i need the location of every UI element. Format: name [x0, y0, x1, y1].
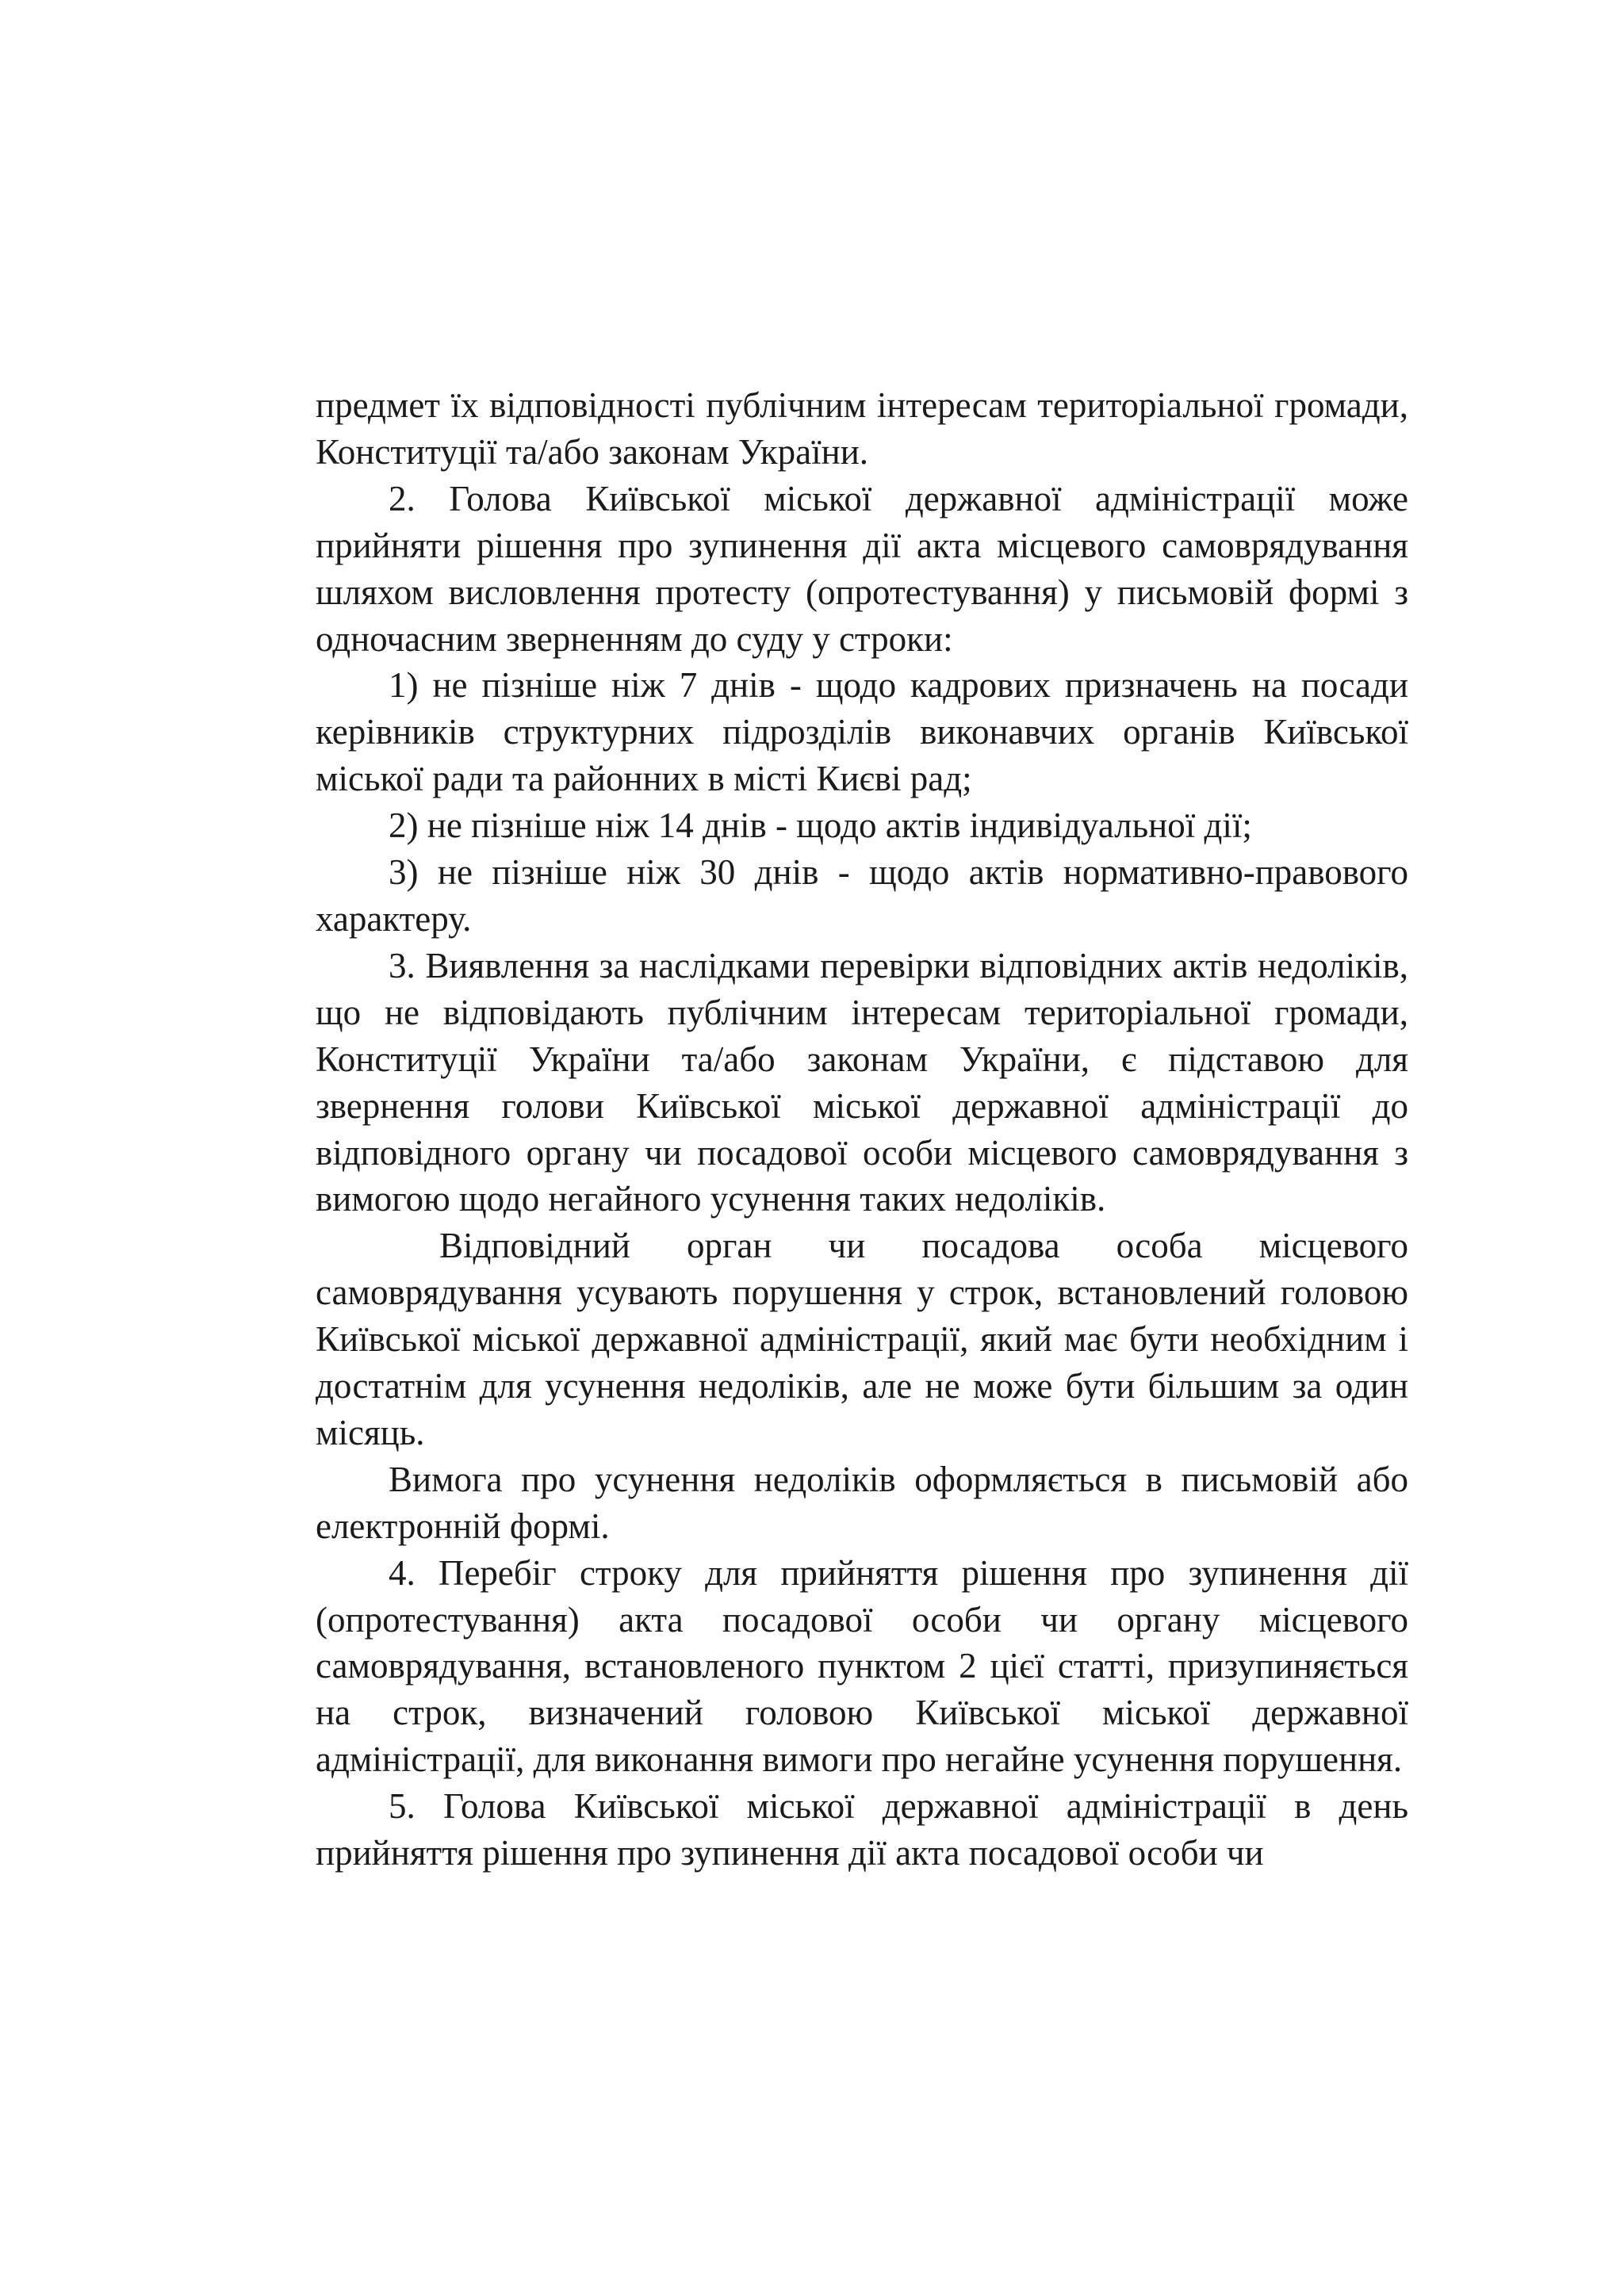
- paragraph-item-5: 5. Голова Київської міської державної адміністрації в день прийняття рішення про зупинення дії акта посадової особи чи: [316, 1786, 1408, 1873]
- paragraph-subitem-3: 3) не пізніше ніж 30 днів - щодо актів нормативно-правового характеру.: [316, 852, 1408, 939]
- paragraph-item-4: 4. Перебіг строку для прийняття рішення про зупинення дії (опротестування) акта посадової особи чи органу місцевого самоврядування, встановленого пунктом 2 цієї статті, призупиняється на строк, визначений головою Київської міської державної адміністрації, для виконання вимоги про негайне усунення порушення.: [316, 1552, 1408, 1780]
- paragraph-item-3: 3. Виявлення за наслідками перевірки відповідних актів недоліків, що не відповідають публічним інтересам територіальної громади, Конституції України та/або законам України, є підставою для звернення голови Київської міської державної адміністрації до відповідного органу чи посадової особи місцевого самоврядування з вимогою щодо негайного усунення таких недоліків.: [316, 945, 1408, 1219]
- paragraph-requirement-form: Вимога про усунення недоліків оформляється в письмовій або електронній формі.: [316, 1459, 1408, 1546]
- paragraph-continuation: предмет їх відповідності публічним інтересам територіальної громади, Конституції та/або законам України.: [316, 385, 1408, 472]
- paragraph-subitem-1: 1) не пізніше ніж 7 днів - щодо кадрових призначень на посади керівників структурних підрозділів виконавчих органів Київської міської ради та районних в місті Києві рад;: [316, 665, 1408, 799]
- paragraph-item-3-continued: Відповідний орган чи посадова особа місцевого самоврядування усувають порушення у строк, встановлений головою Київської міської державної адміністрації, який має бути необхідним і достатнім для усунення недоліків, але не може бути більшим за один місяць.: [316, 1226, 1408, 1452]
- paragraph-subitem-2: 2) не пізніше ніж 14 днів - щодо актів індивідуальної дії;: [389, 806, 1252, 846]
- paragraph-item-2: 2. Голова Київської міської державної адміністрації може прийняти рішення про зупинення дії акта місцевого самоврядування шляхом висловлення протесту (опротестування) у письмовій формі з одночасним зверненням до суду у строки:: [316, 478, 1408, 659]
- document-text: [316, 382, 1408, 1877]
